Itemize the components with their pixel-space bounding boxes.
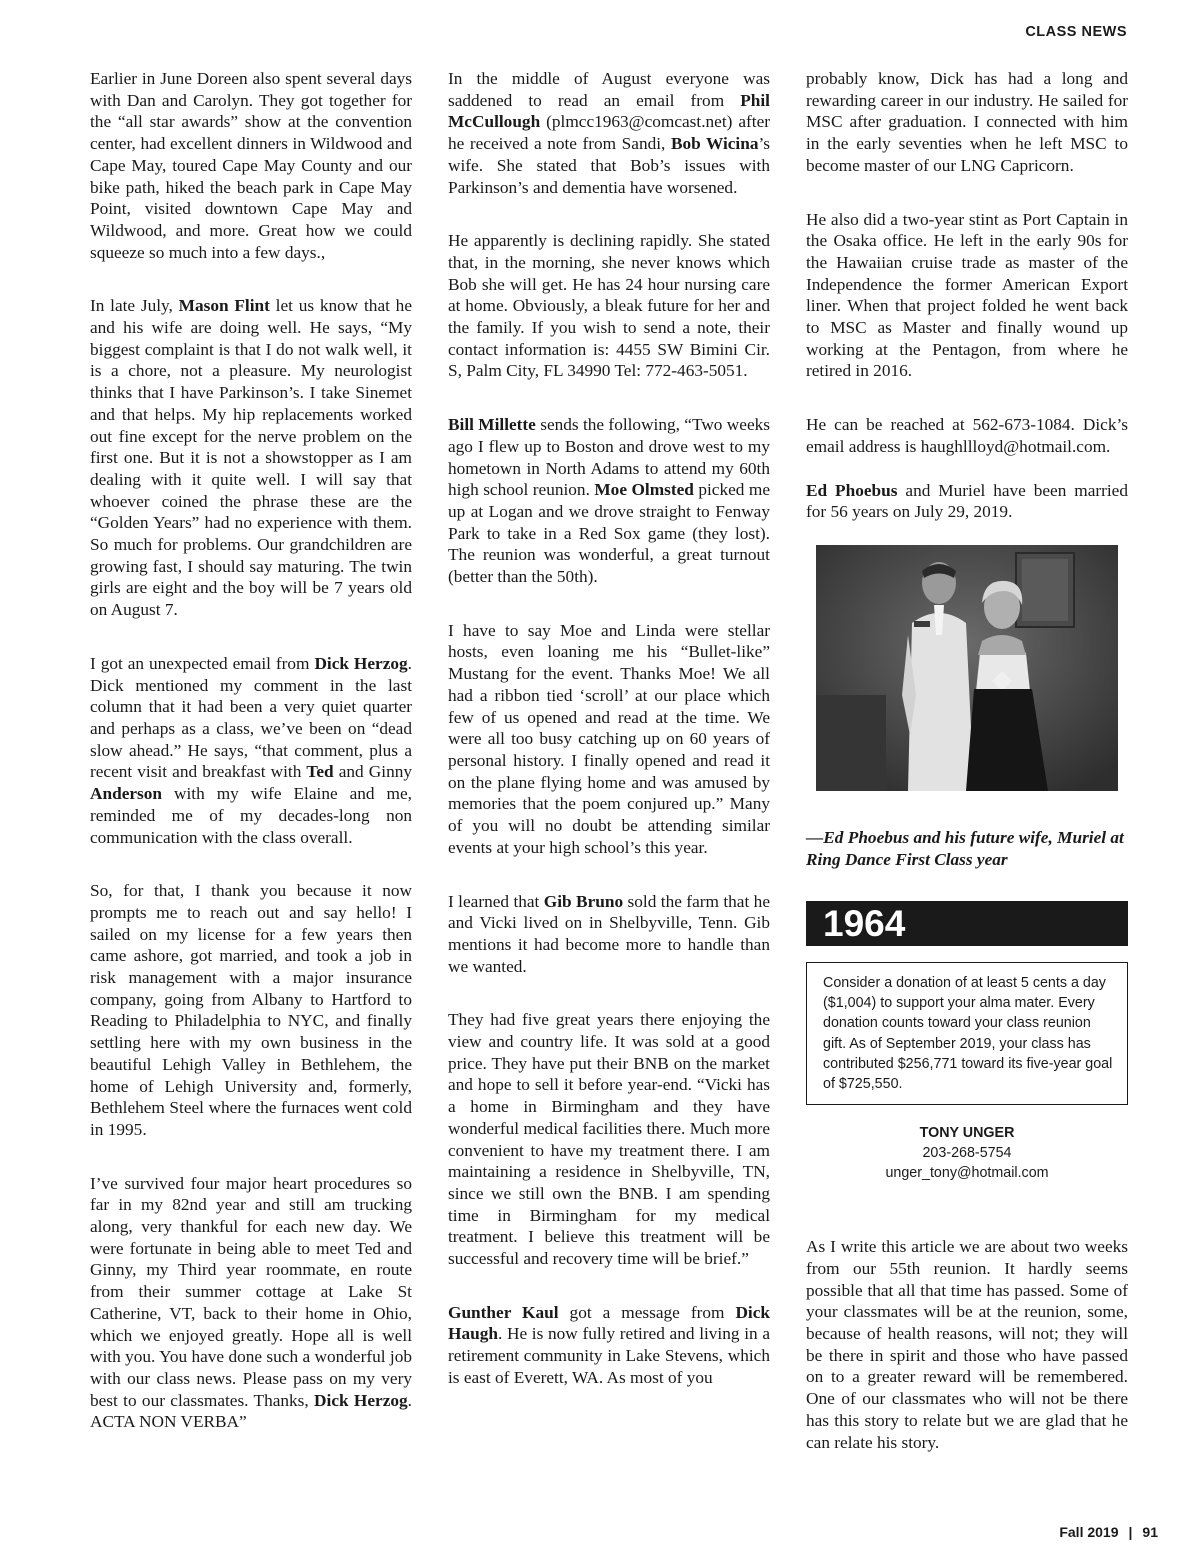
paragraph bbox=[806, 480, 1128, 523]
name-bold: Bob Wicina bbox=[670, 134, 759, 154]
class-year-header: 1964 bbox=[806, 901, 1128, 946]
photo-caption: —Ed Phoebus and his future wife, Muriel at Ring Dance First Class year bbox=[806, 827, 1124, 869]
text: ’s wife. She stated that Bob’s issues with Parkinson’s and dementia have worsened. bbox=[448, 134, 770, 197]
paragraph bbox=[90, 295, 412, 621]
column-3 bbox=[806, 68, 1128, 1485]
text: In late July, bbox=[90, 296, 179, 316]
text: with my wife Elaine and me, reminded me of my decades-long non communication with the class overall. bbox=[90, 784, 412, 847]
contact-name: TONY UNGER bbox=[919, 1125, 1015, 1142]
contact-email: unger_tony@hotmail.com bbox=[885, 1165, 1049, 1182]
name-bold: Anderson bbox=[90, 784, 163, 804]
name-bold: Phil McCullough bbox=[448, 90, 770, 132]
paragraph: As I write this article we are about two weeks from our 55th reunion. It hardly seems possible that all that time has passed. Some of your classmates will be at the reunion, some, because of health reasons, will not; they will be there in spirit and those who have passed on to a greater reward will be remembered. One of our classmates who will not be there has this story to relate but we are glad that he can relate his story. bbox=[806, 1237, 1128, 1452]
name-bold: Bill Millette bbox=[448, 415, 536, 435]
section-header: CLASS NEWS bbox=[1025, 24, 1127, 40]
text: . He is now fully retired and living in a retirement community in Lake Stevens, which is east of Everett, WA. As most of you bbox=[448, 1324, 770, 1387]
contact-phone: 203-268-5754 bbox=[922, 1145, 1012, 1162]
paragraph: They had five great years there enjoying the view and country life. It was sold at a good price. They have put their BNB on the market and hope to sell it before year-end. “Vicki has a home in Birmingham and they have wonderful medical facilities there. Much more convenient to have my treatment there. I am maintaining a residence in Shelbyville, TN, since we still own the BNB. I am spending time in Birmingham for my medical treatment. I believe this treatment will be successful and recovery time will be brief.” bbox=[448, 1010, 770, 1269]
paragraph: He can be reached at 562-673-1084. Dick’s email address is haughllloyd@hotmail.com. bbox=[806, 415, 1128, 456]
text: got a message from bbox=[558, 1302, 736, 1322]
text: . ACTA NON VERBA” bbox=[90, 1390, 412, 1432]
text: let us know that he and his wife are doing well. He says, “My biggest complaint is that I do not walk well, it is a chore, not a pleasure. My neurologist thinks that I have Parkinson’s. I take Sinemet and that helps. My hip replacements worked out fine except for the nerve problem on the first one. But it is not a showstopper as I am dealing with it quite well. I will say that whoever coined the phrase these are the “Golden Years” had no experience with them. So much for problems. Our grandchildren are growing fast, I should say maturing. The twin girls are eight and the boy will be 7 years old on August 7. bbox=[90, 296, 412, 620]
text: I learned that bbox=[448, 891, 544, 911]
page-number: 91 bbox=[1142, 1524, 1158, 1540]
name-bold: Ted bbox=[306, 762, 334, 782]
name-bold: Dick Herzog bbox=[314, 1390, 408, 1410]
paragraph: He apparently is declining rapidly. She stated that, in the morning, she never knows which Bob she will get. He has 24 hour nursing care at home. Obviously, a bleak future for her and the family. If you wish to send a note, their contact information is: 4455 SW Bimini Cir. S, Palm City, FL 34990 Tel: 772-463-5051. bbox=[448, 231, 770, 381]
text: and Ginny bbox=[333, 762, 412, 782]
class-secretary-contact bbox=[806, 1123, 1128, 1183]
text: . Dick mentioned my comment in the last column that it had been a very quiet quarter and perhaps as a class, we’ve been on “dead slow ahead.” He says, “that comment, plus a recent visit and breakfast with bbox=[90, 653, 412, 782]
photo-couple bbox=[816, 545, 1118, 791]
paragraph: He also did a two-year stint as Port Captain in the Osaka office. He left in the early 90s for the Hawaiian cruise trade as master of the Independence the former American Export liner. When that project folded he went back to MSC as Master and finally wound up working at the Pentagon, from where he retired in 2016. bbox=[806, 209, 1128, 381]
name-bold: Mason Flint bbox=[178, 296, 270, 316]
text: and Muriel have been married for 56 years on July 29, 2019. bbox=[806, 480, 1128, 522]
text: In the middle of August everyone was saddened to read an email from bbox=[448, 69, 770, 110]
paragraph bbox=[90, 1173, 412, 1433]
paragraph bbox=[448, 891, 770, 978]
name-bold: Gunther Kaul bbox=[448, 1302, 559, 1322]
paragraph bbox=[448, 68, 770, 198]
name-bold: Ed Phoebus bbox=[806, 480, 898, 500]
text: I’ve survived four major heart procedures so far in my 82nd year and still am trucking along, very thankful for each new day. We were fortunate in being able to meet Ted and Ginny, my Third year roommate, en route from their summer cottage at Lake St Catherine, VT, back to their home in Ohio, which we enjoyed greatly. Hope all is well with you. You have done such a wonderful job with our class news. Please pass on my very best to our classmates. Thanks, bbox=[90, 1173, 412, 1410]
paragraph: I have to say Moe and Linda were stellar hosts, even loaning me his “Bullet-like” Mustang for the event. Thanks Moe! We all had a ribbon tied ‘scroll’ at our place which few of us opened and read at the time. We were all too busy catching up on 60 years of personal history. I finally opened and read it on the plane flying home and was amused by memories that the poem conjured up.” Many of you will no doubt be attending similar events at your high school’s this year. bbox=[448, 620, 770, 857]
name-bold: Moe Olmsted bbox=[594, 480, 694, 500]
paragraph: Earlier in June Doreen also spent several days with Dan and Carolyn. They got together for the “all star awards” show at the convention center, had excellent dinners in Wildwood and Cape May, toured Cape May County and our bike path, hiked the beach park in Cape May Point, visited downtown Cape May and Wildwood, and more. Great how we could squeeze so much into a few days., bbox=[90, 69, 412, 262]
issue-label: Fall 2019 bbox=[1059, 1524, 1119, 1540]
text: I got an unexpected email from bbox=[90, 653, 315, 673]
column-2 bbox=[448, 68, 770, 1421]
page-footer bbox=[1059, 1524, 1158, 1540]
paragraph bbox=[448, 1302, 770, 1389]
paragraph: So, for that, I thank you because it now prompts me to reach out and say hello! I sailed on my license for a few years then came ashore, got married, and took a job in risk management with a major insurance company, going from Albany to Hartford to Reading to Philadelphia to NYC, and finally settling here with my own business in the beautiful Lehigh Valley in Bethlehem, the home of Lehigh University and, formerly, Bethlehem Steel where the furnaces went cold in 1995. bbox=[90, 881, 412, 1139]
text: (plmcc1963@comcast.net) after he received a note from Sandi, bbox=[448, 112, 770, 154]
donation-box: Consider a donation of at least 5 cents a day ($1,004) to support your alma mater. Every donation counts toward your class reunion gift. As of September 2019, your class has contributed $256,771 toward its five-year goal of $725,550. bbox=[806, 962, 1128, 1105]
footer-separator: | bbox=[1128, 1524, 1133, 1540]
text: sold the farm that he and Vicki lived on in Shelbyville, Tenn. Gib mentions it had become more to handle than we wanted. bbox=[448, 891, 770, 976]
text: sends the following, “Two weeks ago I flew up to Boston and drove west to my hometown in North Adams to attend my 60th high school reunion. bbox=[448, 415, 770, 500]
name-bold: Dick Herzog bbox=[314, 653, 408, 673]
name-bold: Dick Haugh bbox=[448, 1302, 771, 1344]
paragraph: probably know, Dick has had a long and rewarding career in our industry. He sailed for MSC after graduation. I connected with him in the early seventies when he left MSC to become master of our LNG Capricorn. bbox=[806, 69, 1128, 175]
column-1 bbox=[90, 68, 412, 1465]
text: picked me up at Logan and we drove straight to Fenway Park to take in a Red Sox game (they lost). The reunion was wonderful, a great turnout (better than the 50th). bbox=[448, 480, 770, 587]
paragraph bbox=[448, 414, 770, 588]
name-bold: Gib Bruno bbox=[543, 891, 624, 911]
photo-illustration bbox=[816, 545, 1118, 791]
paragraph bbox=[90, 653, 412, 848]
